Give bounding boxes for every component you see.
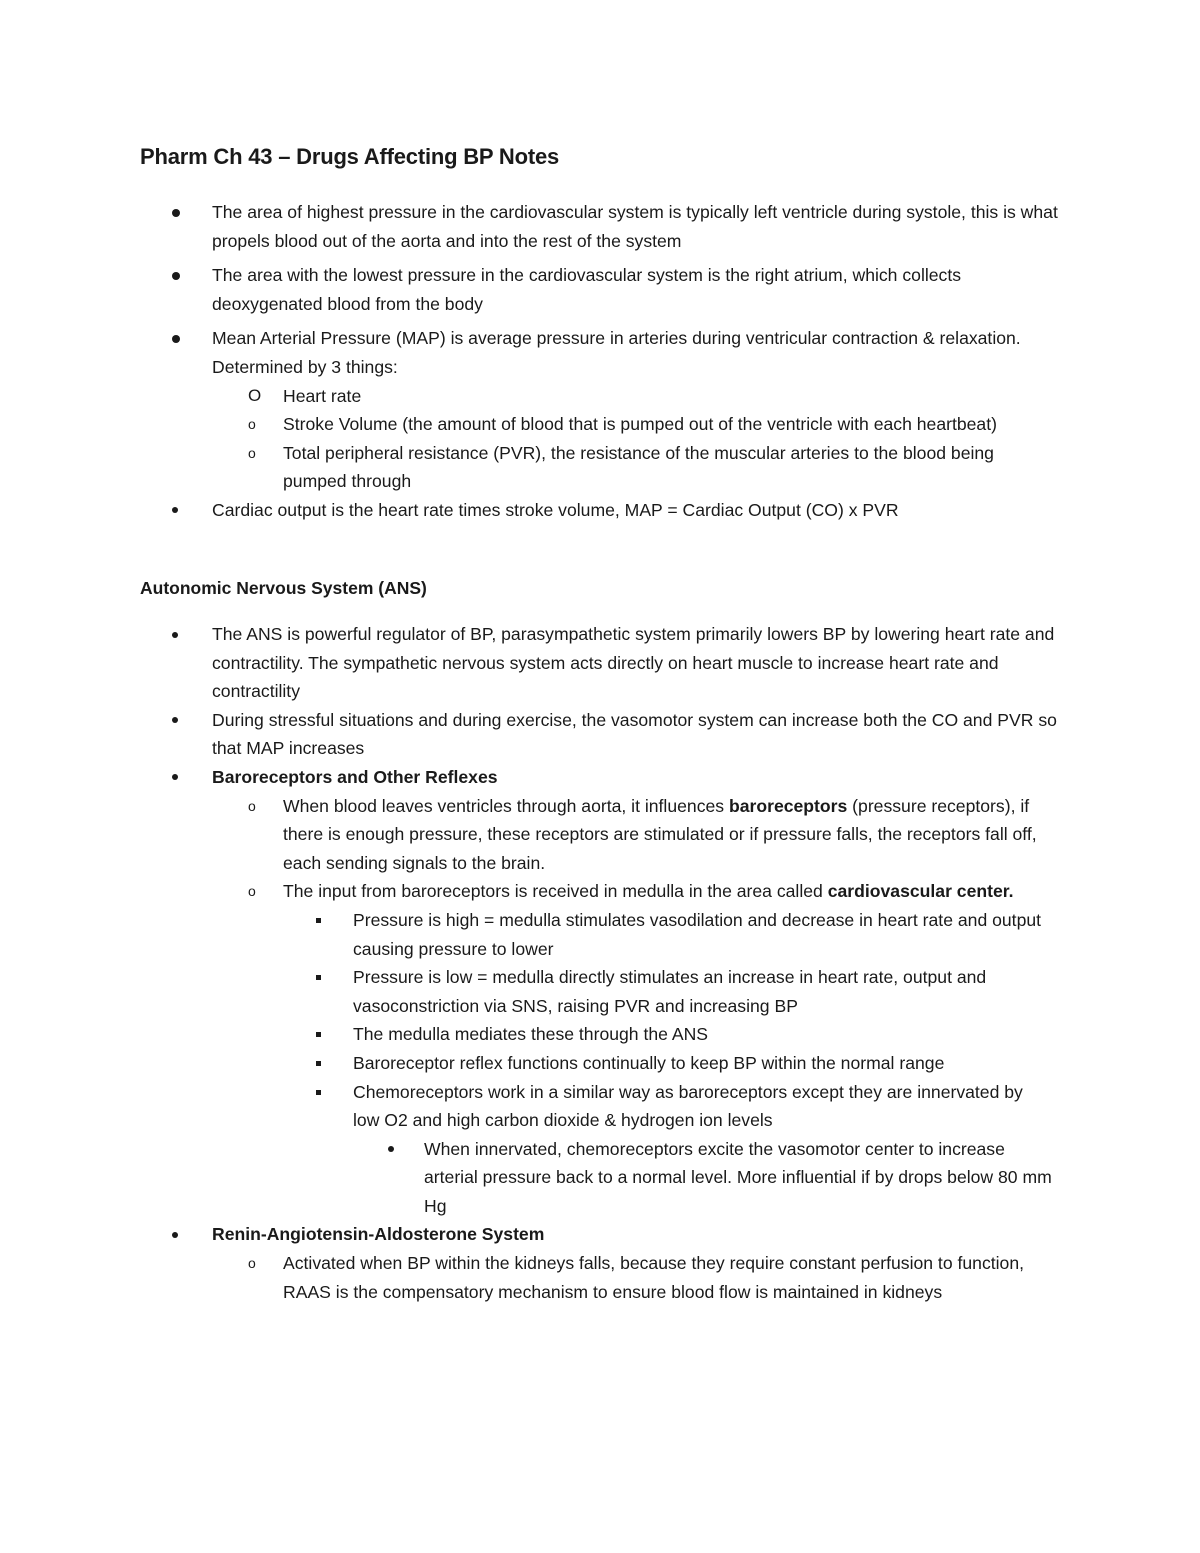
- list-item-text: Baroreceptor reflex functions continually to keep BP within the normal range: [353, 1052, 945, 1073]
- list-item: [0, 382, 1055, 411]
- list-item-text: The medulla mediates these through the ANS: [353, 1024, 709, 1045]
- list-item-text: Activated when BP within the kidneys falls, because they require constant perfusion to function, RAAS is the compensatory mechanism to ensure blood flow is maintained in kidneys: [283, 1253, 1024, 1302]
- list-item-text: The area with the lowest pressure in the cardiovascular system is the right atrium, which collects deoxygenated blood from the body: [212, 265, 962, 314]
- list-item: [0, 792, 1055, 878]
- list-item-text: Mean Arterial Pressure (MAP) is average pressure in arteries during ventricular contraction & relaxation. Determined by 3 things:: [212, 328, 1021, 377]
- square-bullet-icon: [316, 1049, 321, 1078]
- list-item: [0, 198, 1072, 255]
- list-item-text: Heart rate: [283, 385, 362, 406]
- list-item-text: (pressure receptors), if there is enough pressure, these receptors are stimulated or if pressure falls, the receptors fall off, each sending signals to the brain.: [283, 795, 1037, 873]
- list-item: [0, 963, 1043, 1020]
- square-bullet-icon: [316, 1020, 321, 1049]
- list-item: [0, 877, 1055, 906]
- list-item: [0, 906, 1043, 963]
- list-item: [0, 261, 1072, 318]
- square-bullet-icon: [316, 963, 321, 992]
- list-item: [0, 1078, 1043, 1135]
- list-item: [0, 496, 1072, 525]
- list-item: [0, 706, 1072, 763]
- hollow-bullet-icon: o: [248, 1255, 256, 1272]
- list-item-text: When blood leaves ventricles through aorta, it influences: [283, 795, 729, 816]
- list-item-text: Pressure is low = medulla directly stimulates an increase in heart rate, output and vasoconstriction via SNS, raising PVR and increasing BP: [353, 967, 987, 1016]
- list-item-text: Cardiac output is the heart rate times stroke volume, MAP = Cardiac Output (CO) x PVR: [212, 499, 899, 520]
- page-title: Pharm Ch 43 – Drugs Affecting BP Notes: [140, 144, 560, 169]
- bullet-icon: [172, 1220, 178, 1249]
- list-item-text: The area of highest pressure in the cardiovascular system is typically left ventricle during systole, this is what propels blood out of the aorta and into the rest of the system: [212, 202, 1058, 251]
- hollow-bullet-icon: o: [248, 416, 256, 433]
- list-item: [0, 763, 1072, 792]
- square-bullet-icon: [316, 1078, 321, 1107]
- intro-list: [0, 198, 1200, 525]
- bold-term: baroreceptors: [728, 795, 848, 816]
- bullet-icon: [172, 706, 178, 735]
- list-item-text: Pressure is high = medulla stimulates vasodilation and decrease in heart rate and output causing pressure to lower: [353, 909, 1042, 959]
- bullet-icon: [388, 1135, 394, 1164]
- list-item: [0, 620, 1072, 706]
- section-heading: Autonomic Nervous System (ANS): [140, 578, 427, 598]
- subsection-title: Renin-Angiotensin-Aldosterone System: [212, 1224, 545, 1245]
- list-item: [0, 439, 1055, 496]
- bullet-icon: [172, 763, 178, 792]
- bullet-icon: [172, 496, 178, 525]
- list-item: [0, 1249, 1055, 1306]
- list-item: [0, 410, 1055, 439]
- list-item-text: During stressful situations and during exercise, the vasomotor system can increase both the CO and PVR so that MAP increases: [212, 709, 1057, 759]
- bold-term: cardiovascular center.: [827, 881, 1014, 902]
- list-item-text: Total peripheral resistance (PVR), the resistance of the muscular arteries to the blood being pumped through: [283, 442, 994, 492]
- bullet-icon: [172, 620, 178, 649]
- list-item-text: The ANS is powerful regulator of BP, parasympathetic system primarily lowers BP by lowering heart rate and contractility. The sympathetic nervous system acts directly on heart muscle to increase heart rate and contractility: [212, 624, 1055, 702]
- list-item-text: The input from baroreceptors is received in medulla in the area called: [283, 881, 828, 902]
- list-item-text: Chemoreceptors work in a similar way as baroreceptors except they are innervated by low O2 and high carbon dioxide & hydrogen ion levels: [353, 1081, 1023, 1131]
- list-item: [0, 1220, 1072, 1249]
- subsection-title: Baroreceptors and Other Reflexes: [212, 766, 498, 787]
- list-item: [0, 1135, 1054, 1221]
- hollow-bullet-icon: O: [248, 385, 262, 405]
- square-bullet-icon: [316, 906, 321, 935]
- ans-section: [0, 620, 1200, 1306]
- hollow-bullet-icon: o: [248, 444, 256, 461]
- ans-list: [0, 620, 1200, 1306]
- list-item-text: When innervated, chemoreceptors excite the vasomotor center to increase arterial pressure back to a normal level. More influential if by drops below 80 mm Hg: [424, 1138, 1052, 1216]
- intro-section: [0, 198, 1200, 525]
- hollow-bullet-icon: o: [248, 883, 256, 900]
- hollow-bullet-icon: o: [248, 797, 256, 814]
- bullet-icon: [172, 324, 180, 353]
- list-item-text: Stroke Volume (the amount of blood that is pumped out of the ventricle with each heartbeat): [283, 414, 997, 435]
- bullet-icon: [172, 198, 180, 227]
- list-item: [0, 324, 1072, 381]
- bullet-icon: [172, 261, 180, 290]
- list-item: [0, 1049, 1043, 1078]
- list-item: [0, 1020, 1043, 1049]
